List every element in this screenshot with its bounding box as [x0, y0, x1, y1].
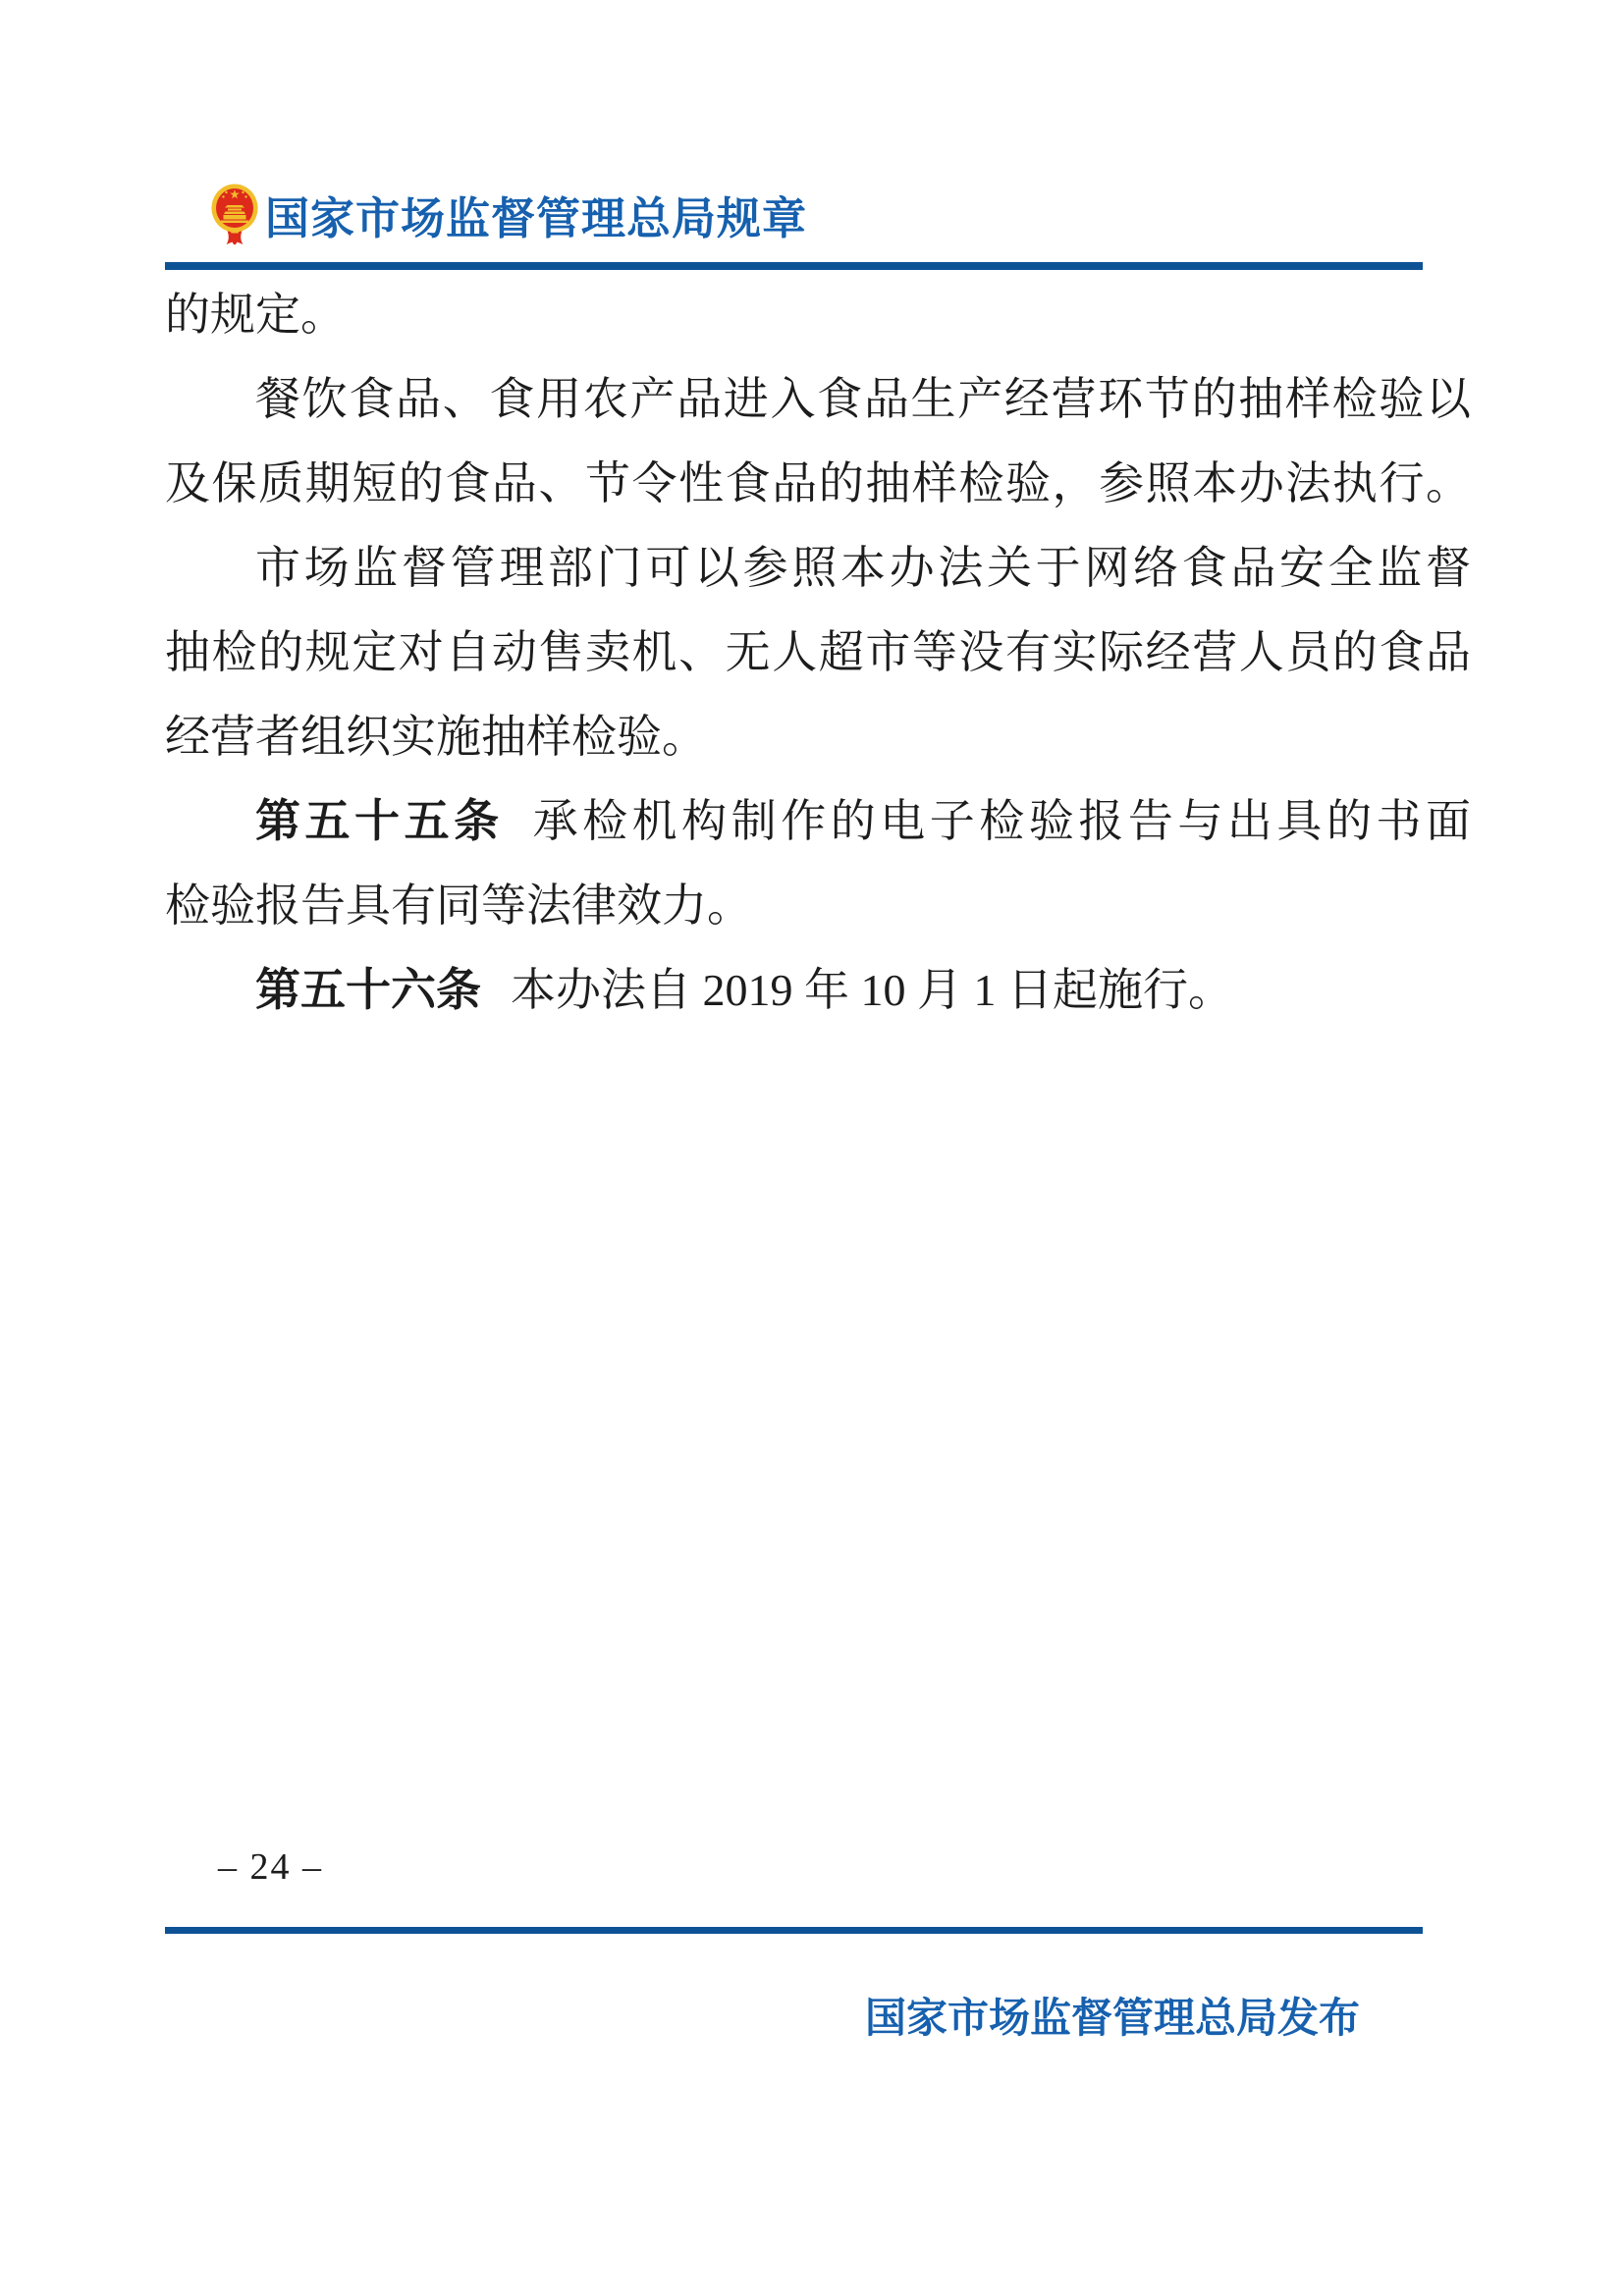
line-text: 检验报告具有同等法律效力。	[165, 881, 752, 931]
line-text: 及保质期短的食品、节令性食品的抽样检验，参照本办法执行。	[165, 458, 1471, 508]
text-line	[165, 864, 1471, 948]
article-number: 第五十六条	[255, 965, 481, 1015]
line-text: 的规定。	[165, 290, 346, 340]
text-line	[165, 442, 1471, 526]
footer-publisher: 国家市场监督管理总局发布	[864, 1995, 1360, 2041]
line-text: 本办法自 2019 年 10 月 1 日起施行。	[511, 965, 1233, 1015]
text-line	[165, 273, 1471, 357]
line-text: 经营者组织实施抽样检验。	[165, 712, 707, 762]
text-line	[165, 611, 1471, 695]
text-line	[165, 779, 1471, 864]
national-emblem-icon	[210, 183, 259, 249]
article-number: 第五十五条	[255, 796, 504, 846]
page-number: – 24 –	[218, 1846, 323, 1888]
text-line	[165, 695, 1471, 779]
text-line	[165, 948, 1471, 1033]
text-line	[165, 357, 1471, 442]
line-text: 承检机构制作的电子检验报告与出具的书面	[532, 796, 1472, 846]
header-title: 国家市场监督管理总局规章	[265, 193, 808, 243]
header-rule	[165, 262, 1423, 270]
line-text: 抽检的规定对自动售卖机、无人超市等没有实际经营人员的食品	[165, 627, 1471, 677]
document-body	[165, 273, 1471, 1033]
text-line	[165, 526, 1471, 611]
line-text: 餐饮食品、食用农产品进入食品生产经营环节的抽样检验以	[255, 374, 1471, 424]
line-text: 市场监督管理部门可以参照本办法关于网络食品安全监督	[255, 543, 1471, 593]
footer-rule	[165, 1927, 1423, 1934]
